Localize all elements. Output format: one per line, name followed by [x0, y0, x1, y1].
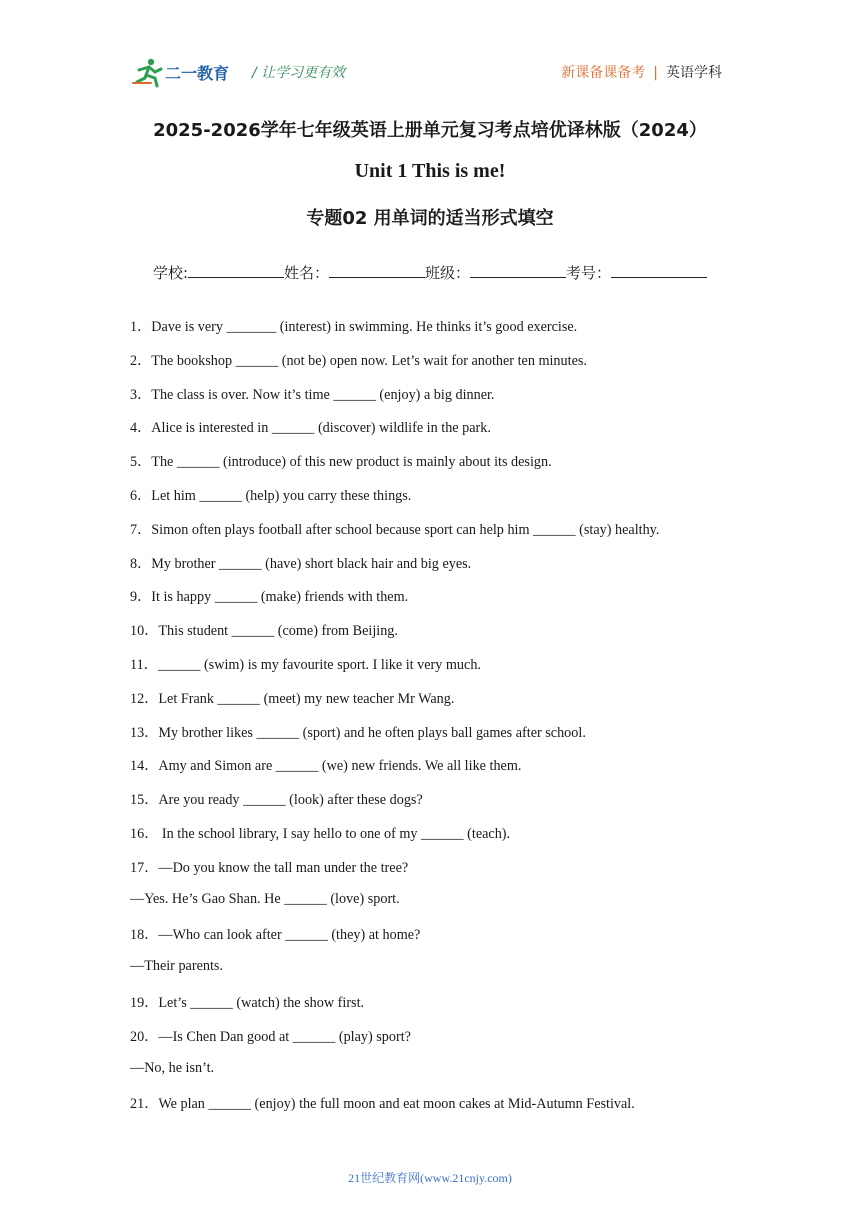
question-item: 3．The class is over. Now it’s time ______ (enjoy) a big dinner.	[130, 387, 495, 403]
exam-number-blank[interactable]	[611, 263, 707, 278]
question-item: 1．Dave is very _______ (interest) in swimming. He thinks it’s good exercise.	[130, 319, 578, 335]
svg-text:二一教育: 二一教育	[165, 64, 230, 83]
question-item: 13．My brother likes ______ (sport) and he often plays ball games after school.	[130, 725, 586, 741]
question-item: 19．Let’s ______ (watch) the show first.	[130, 995, 365, 1011]
page-header	[0, 0, 860, 100]
question-item: 12．Let Frank ______ (meet) my new teacher Mr Wang.	[130, 691, 455, 707]
question-answer-line: —No, he isn’t.	[130, 1060, 215, 1076]
question-item: 4．Alice is interested in ______ (discover) wildlife in the park.	[130, 420, 491, 436]
header-course-label: 新课备课备考	[561, 65, 646, 81]
footer-source[interactable]: 21世纪教育网(www.21cnjy.com)	[348, 1171, 512, 1185]
header-subject-label: 英语学科	[666, 65, 722, 81]
name-blank[interactable]	[329, 263, 425, 278]
header-separator: |	[653, 65, 658, 81]
class-blank[interactable]	[470, 263, 566, 278]
question-item: 10．This student ______ (come) from Beijing.	[130, 623, 398, 639]
document-title: 2025-2026学年七年级英语上册单元复习考点培优译林版（2024）	[153, 120, 707, 141]
question-answer-line: —Their parents.	[130, 958, 223, 974]
question-item: 16． In the school library, I say hello to one of my ______ (teach).	[130, 826, 511, 842]
question-item: 8．My brother ______ (have) short black hair and big eyes.	[130, 556, 472, 572]
exam-number-label: 考号：	[566, 264, 612, 282]
school-blank[interactable]	[188, 263, 284, 278]
brand-logo	[131, 56, 243, 88]
name-label: 姓名：	[284, 264, 330, 282]
question-item: 7．Simon often plays football after school because sport can help him ______ (stay) healthy.	[130, 522, 660, 538]
question-item: 9．It is happy ______ (make) friends with them.	[130, 589, 409, 605]
question-item: 18．—Who can look after ______ (they) at home?	[130, 927, 421, 943]
unit-title: Unit 1 This is me!	[354, 160, 506, 182]
question-answer-line: —Yes. He’s Gao Shan. He ______ (love) sport.	[130, 891, 400, 907]
student-info-line	[0, 262, 860, 283]
question-item: 21．We plan ______ (enjoy) the full moon and eat moon cakes at Mid-Autumn Festival.	[130, 1096, 635, 1112]
school-label: 学校:	[152, 264, 188, 282]
question-item: 6．Let him ______ (help) you carry these things.	[130, 488, 412, 504]
question-item: 5．The ______ (introduce) of this new product is mainly about its design.	[130, 454, 552, 470]
topic-title: 专题02 用单词的适当形式填空	[306, 208, 554, 229]
slogan: / 让学习更有效	[252, 65, 346, 81]
question-item: 15．Are you ready ______ (look) after these dogs?	[130, 792, 423, 808]
question-item: 20．—Is Chen Dan good at ______ (play) sport?	[130, 1029, 411, 1045]
header-subject	[561, 62, 722, 82]
question-item: 11．______ (swim) is my favourite sport. I like it very much.	[130, 657, 481, 673]
question-item: 14．Amy and Simon are ______ (we) new friends. We all like them.	[130, 758, 522, 774]
question-item: 17．—Do you know the tall man under the tree?	[130, 860, 409, 876]
class-label: 班级：	[425, 264, 471, 282]
question-item: 2．The bookshop ______ (not be) open now. Let’s wait for another ten minutes.	[130, 353, 587, 369]
